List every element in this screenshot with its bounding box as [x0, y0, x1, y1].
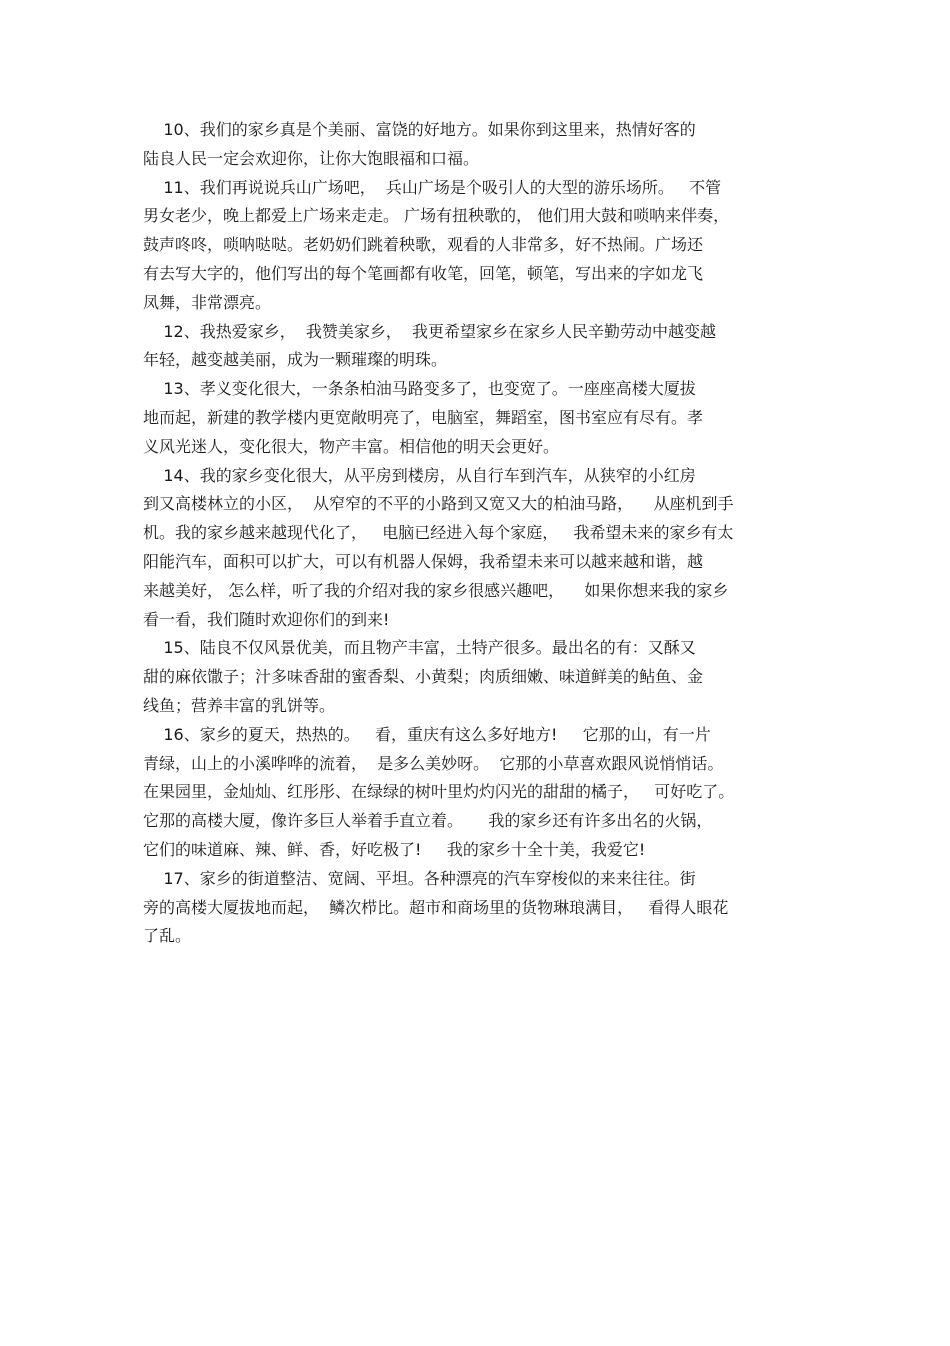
text-line: 凤舞，非常漂亮。: [143, 292, 272, 312]
text-line: 阳能汽车，面积可以扩大，可以有机器人保姆，我希望未来可以越来越和谐，越: [143, 551, 704, 571]
text-line: 鼓声咚咚，唢呐哒哒。老奶奶们跳着秧歌，观看的人非常多，好不热闹。广场还: [143, 235, 704, 255]
paragraph-16: [143, 721, 813, 865]
paragraph-12: [143, 318, 813, 376]
paragraph-17: [143, 865, 813, 951]
text-line: 年轻，越变越美丽，成为一颗璀璨的明珠。: [143, 350, 448, 370]
text-line: 机。我的家乡越来越现代化了， 电脑已经进入每个家庭， 我希望未来的家乡有太: [143, 523, 734, 543]
text-line: 11、我们再说说兵山广场吧， 兵山广场是个吸引人的大型的游乐场所。 不管: [143, 177, 722, 197]
text-line: 它那的高楼大厦，像许多巨人举着手直立着。 我的家乡还有许多出名的火锅，: [143, 811, 713, 831]
paragraph-15: [143, 634, 813, 720]
text-line: 14、我的家乡变化很大，从平房到楼房，从自行车到汽车，从狭窄的小红房: [143, 465, 696, 485]
text-line: 男女老少，晚上都爱上广场来走走。 广场有扭秧歌的， 他们用大鼓和唢呐来伴奏，: [143, 206, 730, 226]
text-line: 到又高楼林立的小区， 从窄窄的不平的小路到又宽又大的柏油马路， 从座机到手: [143, 494, 734, 514]
text-line: 旁的高楼大厦拔地而起， 鳞次栉比。超市和商场里的货物琳琅满目， 看得人眼花: [143, 897, 729, 917]
text-line: 15、陆良不仅风景优美，而且物产丰富，土特产很多。最出名的有：又酥又: [143, 638, 696, 658]
text-line: 在果园里，金灿灿、红彤彤、在绿绿的树叶里灼灼闪光的甜甜的橘子， 可好吃了。: [143, 782, 735, 802]
text-line: 有去写大字的，他们写出的每个笔画都有收笔，回笔，顿笔，写出来的字如龙飞: [143, 263, 704, 283]
document-body: [143, 116, 813, 951]
text-line: 16、家乡的夏天，热热的。 看，重庆有这么多好地方! 它那的山，有一片: [143, 724, 711, 744]
text-line: 了乱。: [143, 926, 192, 946]
text-line: 陆良人民一定会欢迎你，让你大饱眼福和口福。: [143, 148, 480, 168]
text-line: 线鱼；营养丰富的乳饼等。: [143, 695, 336, 715]
text-line: 它们的味道麻、辣、鲜、香，好吃极了! 我的家乡十全十美，我爱它!: [143, 839, 646, 859]
paragraph-10: [143, 116, 813, 174]
paragraph-14: [143, 462, 813, 635]
text-line: 地而起，新建的教学楼内更宽敞明亮了，电脑室，舞蹈室，图书室应有尽有。孝: [143, 407, 704, 427]
text-line: 12、我热爱家乡， 我赞美家乡， 我更希望家乡在家乡人民辛勤劳动中越变越: [143, 321, 717, 341]
text-line: 看一看，我们随时欢迎你们的到来!: [143, 609, 390, 629]
text-line: 来越美好， 怎么样，听了我的介绍对我的家乡很感兴趣吧， 如果你想来我的家乡: [143, 580, 729, 600]
text-line: 义风光迷人，变化很大，物产丰富。相信他的明天会更好。: [143, 436, 560, 456]
text-line: 17、家乡的街道整洁、宽阔、平坦。各种漂亮的汽车穿梭似的来来往往。街: [143, 868, 696, 888]
text-line: 10、我们的家乡真是个美丽、富饶的好地方。如果你到这里来，热情好客的: [143, 120, 696, 139]
text-line: 青绿，山上的小溪哗哗的流着， 是多么美妙呀。 它那的小草喜欢跟风说悄悄话。: [143, 753, 724, 773]
text-line: 13、孝义变化很大，一条条柏油马路变多了，也变宽了。一座座高楼大厦拔: [143, 379, 696, 399]
paragraph-13: [143, 375, 813, 461]
paragraph-11: [143, 174, 813, 318]
text-line: 甜的麻依馓子；汁多味香甜的蜜香梨、小黄梨；肉质细嫩、味道鲜美的鲇鱼、金: [143, 667, 704, 687]
